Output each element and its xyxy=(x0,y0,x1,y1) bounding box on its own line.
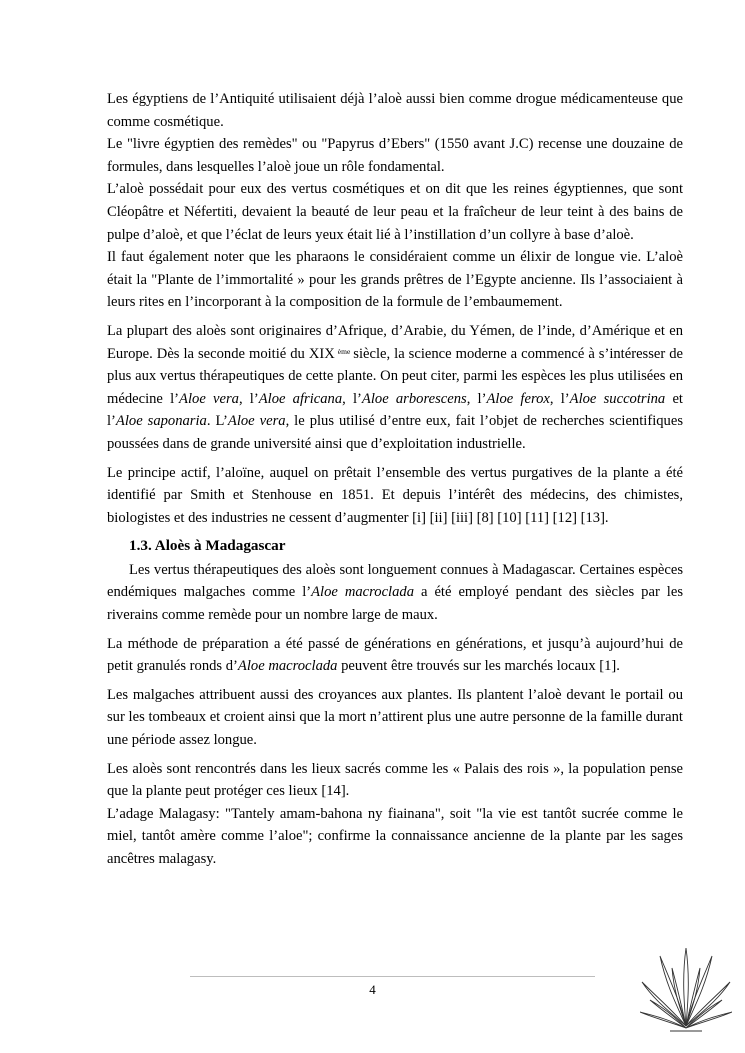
species-name: Aloe ferox xyxy=(486,390,550,407)
section-heading: 1.3. Aloès à Madagascar xyxy=(129,537,286,555)
paragraph: Les aloès sont rencontrés dans les lieux sacrés comme les « Palais des rois », la population pense que la plante peut protéger ces lieux [14]. xyxy=(107,760,683,800)
species-name: Aloe saponaria xyxy=(115,413,207,430)
page-number: 4 xyxy=(369,982,376,997)
paragraph: Les malgaches attribuent aussi des croyances aux plantes. Ils plantent l’aloè devant le portail ou sur les tombeaux et croient ainsi que la mort n’attirent plus une autre personne de la famille durant une période assez longue. xyxy=(107,686,683,749)
footer-divider xyxy=(190,976,595,977)
aloe-plant-icon xyxy=(640,942,732,1034)
species-name: Aloe arborescens xyxy=(361,390,467,407)
species-name: Aloe macroclada xyxy=(311,584,415,601)
species-name: Aloe africana xyxy=(258,390,343,407)
paragraph: Les vertus thérapeutiques des aloès sont longuement connues à Madagascar. Certaines espèces endémiques malgaches comme l’Aloe macroclada a été employé pendant des siècles par les riverains comme remède pour un nombre large de maux. xyxy=(107,561,684,624)
species-name: Aloe macroclada xyxy=(237,658,338,675)
species-name: Aloe succotrina xyxy=(569,390,666,407)
paragraph: L’adage Malagasy: "Tantely amam-bahona ny fiainana", soit "la vie est tantôt sucrée comme le miel, tantôt amère comme l’aloe"; confirme la connaissance ancienne de la plante par les sages ancêtres malagasy. xyxy=(107,805,683,867)
paragraph: Il faut également noter que les pharaons le considéraient comme un élixir de longue vie. L’aloè était la "Plante de l’immortalité » pour les grands prêtres de l’Egypte ancienne. Ils l’associaient à leurs rites en l’incorporant à la composition de la formule de l’embaumement. xyxy=(107,249,683,311)
paragraph-principle: Le principe actif, l’aloïne, auquel on prêtait l’ensemble des vertus purgatives de la plante a été identifié par Smith et Stenhouse en 1851. Et depuis l’intérêt des médecins, des chimistes, biologistes et des industries ne cessent d’augmenter [i] [ii] [iii] [8] [10] [11] [12] [13]. xyxy=(107,464,683,526)
species-name: Aloe vera xyxy=(179,390,239,407)
species-name: Aloe vera xyxy=(227,413,286,430)
paragraph: Les égyptiens de l’Antiquité utilisaient déjà l’aloè aussi bien comme drogue médicamenteuse que comme cosmétique. xyxy=(107,91,683,130)
paragraph-origins: La plupart des aloès sont originaires d’Afrique, d’Arabie, du Yémen, de l’inde, d’Amérique et en Europe. Dès la seconde moitié du XIX $^{ème}$ siècle, la science moderne a commencé à s’intéresser de plus aux vertus thérapeutiques de cette plante. On peut citer, parmi les espèces les plus utilisées en médecine l’Aloe vera, l’Aloe africana, l’Aloe arborescens, l’Aloe ferox, l’Aloe succotrina et l’Aloe saponaria. L’Aloe vera, le plus utilisé d’entre eux, fait l’objet de recherches scientifiques poussées dans de grande université ainsi que d’exploitation industrielle. xyxy=(107,322,684,452)
paragraph: La méthode de préparation a été passé de générations en générations, et jusqu’à aujourd’hui de petit granulés ronds d’Aloe macroclada peuvent être trouvés sur les marchés locaux [1]. xyxy=(107,635,683,675)
superscript: ème xyxy=(337,346,351,356)
page-body xyxy=(107,88,683,871)
paragraph: L’aloè possédait pour eux des vertus cosmétiques et on dit que les reines égyptiennes, que sont Cléopâtre et Néfertiti, devaient la beauté de leur peau et la fraîcheur de leur teint à des bains de pulpe d’aloè, et que l’éclat de leurs yeux était lié à l’instillation d’un collyre à base d’aloè. xyxy=(107,181,683,243)
paragraph: Le "livre égyptien des remèdes" ou "Papyrus d’Ebers" (1550 avant J.C) recense une douzaine de formules, dans lesquelles l’aloè joue un rôle fondamental. xyxy=(107,136,683,175)
